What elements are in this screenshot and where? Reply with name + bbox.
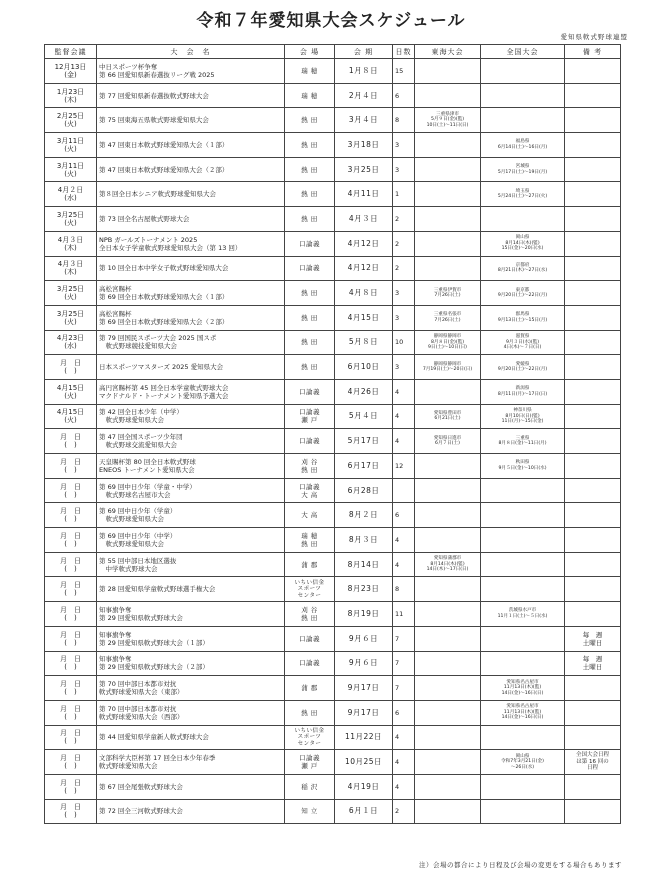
national-tournament-cell: 茨城県水戸市 11月１日(土)～５日(水) bbox=[481, 602, 565, 627]
remarks-cell bbox=[565, 330, 621, 355]
venue-cell: 口論義 bbox=[285, 429, 335, 454]
meeting-date-cell: 月 日 ( ) bbox=[45, 503, 97, 528]
table-row bbox=[45, 281, 621, 306]
period-cell: 6月１日 bbox=[335, 799, 393, 824]
remarks-cell: 毎 週 土曜日 bbox=[565, 626, 621, 651]
tokai-tournament-cell: 三重県名張市 7月26日(土) bbox=[415, 305, 481, 330]
days-cell: 4 bbox=[393, 379, 415, 404]
period-cell: 5月８日 bbox=[335, 330, 393, 355]
days-cell: 3 bbox=[393, 305, 415, 330]
tokai-tournament-cell: 三重県伊賀市 7月26日(土) bbox=[415, 281, 481, 306]
tokai-tournament-cell bbox=[415, 676, 481, 701]
remarks-cell bbox=[565, 256, 621, 281]
period-cell: 11月22日 bbox=[335, 725, 393, 750]
schedule-table bbox=[44, 44, 621, 824]
tournament-name-cell: 高円宮賜杯第 45 回全日本学童軟式野球大会 マクドナルド・トーナメント愛知県予選大会 bbox=[97, 379, 285, 404]
venue-cell: 瑞 穂 熱 田 bbox=[285, 528, 335, 553]
meeting-date-cell: 月 日 ( ) bbox=[45, 700, 97, 725]
meeting-date-cell: 月 日 ( ) bbox=[45, 429, 97, 454]
tournament-name-cell: 知事旗争奪 第 29 回愛知県軟式野球大会 bbox=[97, 602, 285, 627]
table-row bbox=[45, 577, 621, 602]
remarks-cell bbox=[565, 429, 621, 454]
remarks-cell bbox=[565, 83, 621, 108]
national-tournament-cell bbox=[481, 626, 565, 651]
period-cell: 8月３日 bbox=[335, 528, 393, 553]
tournament-name-cell: 第 77 回愛知県新春選抜軟式野球大会 bbox=[97, 83, 285, 108]
tokai-tournament-cell bbox=[415, 133, 481, 158]
days-cell: 3 bbox=[393, 133, 415, 158]
table-row bbox=[45, 59, 621, 84]
period-cell: 4月15日 bbox=[335, 305, 393, 330]
table-row bbox=[45, 552, 621, 577]
venue-cell: 稲 沢 bbox=[285, 774, 335, 799]
period-cell: 8月23日 bbox=[335, 577, 393, 602]
period-cell: 3月18日 bbox=[335, 133, 393, 158]
remarks-cell bbox=[565, 157, 621, 182]
remarks-cell bbox=[565, 478, 621, 503]
table-row bbox=[45, 626, 621, 651]
tokai-tournament-cell bbox=[415, 774, 481, 799]
tokai-tournament-cell: 愛知県蒲郡市 8月14日(木)(監) 14日(木)～17日(日) bbox=[415, 552, 481, 577]
venue-cell: 瑞 穂 bbox=[285, 83, 335, 108]
venue-cell: 熱 田 bbox=[285, 330, 335, 355]
national-tournament-cell bbox=[481, 503, 565, 528]
national-tournament-cell: 岡山県 8月14日(木)(監) 15日(金)～20日(水) bbox=[481, 231, 565, 256]
column-header: 会 場 bbox=[285, 45, 335, 59]
footnote: 注）会場の都合により日程及び会場の変更をする場合もあります bbox=[419, 861, 622, 869]
venue-cell: 刈 谷 熱 田 bbox=[285, 454, 335, 479]
remarks-cell bbox=[565, 577, 621, 602]
table-row bbox=[45, 429, 621, 454]
tournament-name-cell: 第 73 回全名古屋軟式野球大会 bbox=[97, 207, 285, 232]
national-tournament-cell: 福島県 6月14日(土)～16日(月) bbox=[481, 133, 565, 158]
tournament-name-cell: 第 42 回全日本少年（中学） 軟式野球愛知県大会 bbox=[97, 404, 285, 429]
venue-cell: 大 高 bbox=[285, 503, 335, 528]
remarks-cell bbox=[565, 676, 621, 701]
national-tournament-cell bbox=[481, 528, 565, 553]
tokai-tournament-cell bbox=[415, 528, 481, 553]
tournament-name-cell: 第 75 回東海五県軟式野球愛知県大会 bbox=[97, 108, 285, 133]
column-header: 備 考 bbox=[565, 45, 621, 59]
national-tournament-cell: 新潟県 8月11日(月)～17日(日) bbox=[481, 379, 565, 404]
venue-cell: 口論義 bbox=[285, 626, 335, 651]
venue-cell: 口論義 大 高 bbox=[285, 478, 335, 503]
meeting-date-cell: 月 日 ( ) bbox=[45, 577, 97, 602]
days-cell: 1 bbox=[393, 182, 415, 207]
venue-cell: 熱 田 bbox=[285, 281, 335, 306]
tokai-tournament-cell bbox=[415, 799, 481, 824]
venue-cell: いちい信金 スポーツ センター bbox=[285, 725, 335, 750]
period-cell: 10月25日 bbox=[335, 750, 393, 775]
period-cell: 5月17日 bbox=[335, 429, 393, 454]
tournament-name-cell: 第 67 回全尾張軟式野球大会 bbox=[97, 774, 285, 799]
national-tournament-cell: 神奈川県 8月10日(日)(監) 11日(月)～15日(金) bbox=[481, 404, 565, 429]
remarks-cell bbox=[565, 700, 621, 725]
column-header: 監督会議 bbox=[45, 45, 97, 59]
tokai-tournament-cell: 静岡県静岡市 8月８日(金)(監) 9日(土)～10日(日) bbox=[415, 330, 481, 355]
venue-cell: 熱 田 bbox=[285, 108, 335, 133]
national-tournament-cell: 愛知県名古屋市 11月13日(木)(監) 14日(金)～16日(日) bbox=[481, 676, 565, 701]
national-tournament-cell bbox=[481, 108, 565, 133]
table-row bbox=[45, 774, 621, 799]
venue-cell: 蒲 郡 bbox=[285, 552, 335, 577]
table-row bbox=[45, 231, 621, 256]
tokai-tournament-cell bbox=[415, 503, 481, 528]
table-row bbox=[45, 725, 621, 750]
remarks-cell bbox=[565, 182, 621, 207]
tournament-name-cell: 日本スポーツマスターズ 2025 愛知県大会 bbox=[97, 355, 285, 380]
tokai-tournament-cell bbox=[415, 379, 481, 404]
table-row bbox=[45, 256, 621, 281]
meeting-date-cell: 3月25日 (火) bbox=[45, 207, 97, 232]
period-cell: 3月25日 bbox=[335, 157, 393, 182]
venue-cell: 熱 田 bbox=[285, 355, 335, 380]
remarks-cell bbox=[565, 404, 621, 429]
tournament-name-cell: 第 47 回東日本軟式野球愛知県大会（１部） bbox=[97, 133, 285, 158]
days-cell: 11 bbox=[393, 602, 415, 627]
days-cell: 15 bbox=[393, 59, 415, 84]
tokai-tournament-cell bbox=[415, 478, 481, 503]
days-cell: 4 bbox=[393, 429, 415, 454]
days-cell: 7 bbox=[393, 626, 415, 651]
national-tournament-cell bbox=[481, 577, 565, 602]
venue-cell: 口論義 bbox=[285, 379, 335, 404]
meeting-date-cell: 12月13日 (金) bbox=[45, 59, 97, 84]
days-cell bbox=[393, 478, 415, 503]
venue-cell: 熱 田 bbox=[285, 157, 335, 182]
national-tournament-cell: 東京都 9月20日(土)～22日(月) bbox=[481, 281, 565, 306]
meeting-date-cell: 3月25日 (火) bbox=[45, 305, 97, 330]
tokai-tournament-cell bbox=[415, 231, 481, 256]
table-row bbox=[45, 478, 621, 503]
days-cell: 6 bbox=[393, 503, 415, 528]
meeting-date-cell: 月 日 ( ) bbox=[45, 626, 97, 651]
remarks-cell bbox=[565, 305, 621, 330]
period-cell: 4月12日 bbox=[335, 231, 393, 256]
meeting-date-cell: 2月25日 (火) bbox=[45, 108, 97, 133]
period-cell: 1月８日 bbox=[335, 59, 393, 84]
period-cell: 8月19日 bbox=[335, 602, 393, 627]
meeting-date-cell: 月 日 ( ) bbox=[45, 552, 97, 577]
meeting-date-cell: 4月３日 (木) bbox=[45, 256, 97, 281]
meeting-date-cell: 3月11日 (火) bbox=[45, 133, 97, 158]
table-row bbox=[45, 207, 621, 232]
period-cell: 6月28日 bbox=[335, 478, 393, 503]
tokai-tournament-cell bbox=[415, 256, 481, 281]
period-cell: 2月４日 bbox=[335, 83, 393, 108]
meeting-date-cell: 月 日 ( ) bbox=[45, 750, 97, 775]
meeting-date-cell: 月 日 ( ) bbox=[45, 528, 97, 553]
period-cell: 4月11日 bbox=[335, 182, 393, 207]
column-header: 東海大会 bbox=[415, 45, 481, 59]
tokai-tournament-cell: 愛知県日進市 6月７日(土) bbox=[415, 429, 481, 454]
table-row bbox=[45, 799, 621, 824]
tournament-name-cell: 第 70 回中部日本都市対抗 軟式野球愛知県大会（西部） bbox=[97, 700, 285, 725]
venue-cell: いちい信金 スポーツ センター bbox=[285, 577, 335, 602]
period-cell: 4月３日 bbox=[335, 207, 393, 232]
national-tournament-cell: 群馬県 9月13日(土)～15日(月) bbox=[481, 305, 565, 330]
tournament-name-cell: 高松宮賜杯 第 69 回全日本軟式野球愛知県大会（１部） bbox=[97, 281, 285, 306]
tokai-tournament-cell bbox=[415, 59, 481, 84]
national-tournament-cell bbox=[481, 552, 565, 577]
period-cell: 8月２日 bbox=[335, 503, 393, 528]
meeting-date-cell: 4月２日 (水) bbox=[45, 182, 97, 207]
days-cell: 4 bbox=[393, 774, 415, 799]
table-row bbox=[45, 454, 621, 479]
table-row bbox=[45, 503, 621, 528]
remarks-cell bbox=[565, 207, 621, 232]
column-header: 全国大会 bbox=[481, 45, 565, 59]
tournament-name-cell: 天皇賜杯第 80 回全日本軟式野球 ENEOS トーナメント愛知県大会 bbox=[97, 454, 285, 479]
meeting-date-cell: 月 日 ( ) bbox=[45, 799, 97, 824]
table-row bbox=[45, 133, 621, 158]
days-cell: 2 bbox=[393, 256, 415, 281]
tournament-name-cell: 第 10 回全日本中学女子軟式野球愛知県大会 bbox=[97, 256, 285, 281]
period-cell: 4月８日 bbox=[335, 281, 393, 306]
venue-cell: 口論義 瀬 戸 bbox=[285, 404, 335, 429]
period-cell: 9月６日 bbox=[335, 626, 393, 651]
table-row bbox=[45, 404, 621, 429]
tournament-name-cell: 第 69 回中日少年（学童・中学） 軟式野球名古屋市大会 bbox=[97, 478, 285, 503]
tournament-name-cell: 知事旗争奪 第 29 回愛知県軟式野球大会（２部） bbox=[97, 651, 285, 676]
table-row bbox=[45, 182, 621, 207]
period-cell: 9月17日 bbox=[335, 676, 393, 701]
remarks-cell bbox=[565, 355, 621, 380]
meeting-date-cell: 3月11日 (火) bbox=[45, 157, 97, 182]
period-cell: 8月14日 bbox=[335, 552, 393, 577]
tournament-name-cell: 第 28 回愛知県学童軟式野球選手権大会 bbox=[97, 577, 285, 602]
days-cell: 4 bbox=[393, 528, 415, 553]
days-cell: 2 bbox=[393, 207, 415, 232]
national-tournament-cell bbox=[481, 651, 565, 676]
remarks-cell bbox=[565, 133, 621, 158]
tournament-name-cell: NPB ガールズトーナメント 2025 全日本女子学童軟式野球愛知県大会（第 13 回） bbox=[97, 231, 285, 256]
days-cell: 10 bbox=[393, 330, 415, 355]
tournament-name-cell: 第 44 回愛知県学童新人軟式野球大会 bbox=[97, 725, 285, 750]
remarks-cell bbox=[565, 454, 621, 479]
period-cell: 4月12日 bbox=[335, 256, 393, 281]
remarks-cell bbox=[565, 379, 621, 404]
remarks-cell bbox=[565, 108, 621, 133]
days-cell: 4 bbox=[393, 750, 415, 775]
venue-cell: 熱 田 bbox=[285, 700, 335, 725]
table-row bbox=[45, 108, 621, 133]
remarks-cell bbox=[565, 602, 621, 627]
days-cell: 6 bbox=[393, 700, 415, 725]
meeting-date-cell: 月 日 ( ) bbox=[45, 774, 97, 799]
tokai-tournament-cell bbox=[415, 182, 481, 207]
period-cell: 5月４日 bbox=[335, 404, 393, 429]
national-tournament-cell bbox=[481, 83, 565, 108]
meeting-date-cell: 4月15日 (火) bbox=[45, 379, 97, 404]
table-row bbox=[45, 83, 621, 108]
national-tournament-cell: 秋田県 9月５日(金)～10日(水) bbox=[481, 454, 565, 479]
venue-cell: 知 立 bbox=[285, 799, 335, 824]
national-tournament-cell: 三重県 8月８日(金)～11日(月) bbox=[481, 429, 565, 454]
page-title: 令和７年愛知県大会スケジュール bbox=[196, 11, 466, 31]
tournament-name-cell: 文部科学大臣杯第 17 回全日本少年春季 軟式野球愛知県大会 bbox=[97, 750, 285, 775]
tokai-tournament-cell bbox=[415, 700, 481, 725]
period-cell: 3月４日 bbox=[335, 108, 393, 133]
days-cell: 2 bbox=[393, 231, 415, 256]
meeting-date-cell: 4月23日 (水) bbox=[45, 330, 97, 355]
tokai-tournament-cell bbox=[415, 602, 481, 627]
period-cell: 4月26日 bbox=[335, 379, 393, 404]
national-tournament-cell bbox=[481, 774, 565, 799]
national-tournament-cell bbox=[481, 59, 565, 84]
table-row bbox=[45, 157, 621, 182]
tournament-name-cell: 第 47 回東日本軟式野球愛知県大会（２部） bbox=[97, 157, 285, 182]
tokai-tournament-cell bbox=[415, 454, 481, 479]
meeting-date-cell: 月 日 ( ) bbox=[45, 355, 97, 380]
days-cell: 4 bbox=[393, 552, 415, 577]
column-header: 大 会 名 bbox=[97, 45, 285, 59]
days-cell: 3 bbox=[393, 281, 415, 306]
national-tournament-cell bbox=[481, 478, 565, 503]
venue-cell: 口論義 bbox=[285, 256, 335, 281]
days-cell: 7 bbox=[393, 676, 415, 701]
venue-cell: 熱 田 bbox=[285, 133, 335, 158]
venue-cell: 刈 谷 熱 田 bbox=[285, 602, 335, 627]
venue-cell: 口論義 瀬 戸 bbox=[285, 750, 335, 775]
venue-cell: 口論義 bbox=[285, 651, 335, 676]
remarks-cell bbox=[565, 725, 621, 750]
tournament-name-cell: 第８回全日本シニア軟式野球愛知県大会 bbox=[97, 182, 285, 207]
days-cell: 4 bbox=[393, 725, 415, 750]
table-row bbox=[45, 355, 621, 380]
venue-cell: 熱 田 bbox=[285, 305, 335, 330]
national-tournament-cell: 愛知県名古屋市 11月13日(木)(監) 14日(金)～16日(日) bbox=[481, 700, 565, 725]
organization-name: 愛知県軟式野球連盟 bbox=[560, 33, 628, 41]
period-cell: 4月19日 bbox=[335, 774, 393, 799]
national-tournament-cell: 岡山県 令和7年3月21日(金) ～26日(水) bbox=[481, 750, 565, 775]
header-row bbox=[45, 45, 621, 59]
meeting-date-cell: 月 日 ( ) bbox=[45, 725, 97, 750]
meeting-date-cell: 4月15日 (火) bbox=[45, 404, 97, 429]
venue-cell: 口論義 bbox=[285, 231, 335, 256]
days-cell: 6 bbox=[393, 83, 415, 108]
table-row bbox=[45, 379, 621, 404]
national-tournament-cell: 京都府 8月21日(木)～27日(水) bbox=[481, 256, 565, 281]
column-header: 日数 bbox=[393, 45, 415, 59]
meeting-date-cell: 3月25日 (火) bbox=[45, 281, 97, 306]
meeting-date-cell: 1月23日 (木) bbox=[45, 83, 97, 108]
tournament-name-cell: 高松宮賜杯 第 69 回全日本軟式野球愛知県大会（２部） bbox=[97, 305, 285, 330]
remarks-cell bbox=[565, 281, 621, 306]
venue-cell: 瑞 穂 bbox=[285, 59, 335, 84]
tournament-name-cell: 第 79 回国民スポーツ大会 2025 国スポ 軟式野球競技愛知県大会 bbox=[97, 330, 285, 355]
meeting-date-cell: 月 日 ( ) bbox=[45, 651, 97, 676]
table-row bbox=[45, 305, 621, 330]
national-tournament-cell bbox=[481, 725, 565, 750]
period-cell: 9月６日 bbox=[335, 651, 393, 676]
tournament-name-cell: 知事旗争奪 第 29 回愛知県軟式野球大会（１部） bbox=[97, 626, 285, 651]
meeting-date-cell: 4月３日 (木) bbox=[45, 231, 97, 256]
days-cell: 8 bbox=[393, 108, 415, 133]
days-cell: 4 bbox=[393, 404, 415, 429]
venue-cell: 蒲 郡 bbox=[285, 676, 335, 701]
meeting-date-cell: 月 日 ( ) bbox=[45, 602, 97, 627]
tournament-name-cell: 第 69 回中日少年（中学） 軟式野球愛知県大会 bbox=[97, 528, 285, 553]
schedule-body bbox=[45, 59, 621, 824]
days-cell: 3 bbox=[393, 157, 415, 182]
tokai-tournament-cell bbox=[415, 83, 481, 108]
meeting-date-cell: 月 日 ( ) bbox=[45, 454, 97, 479]
remarks-cell bbox=[565, 799, 621, 824]
remarks-cell: 毎 週 土曜日 bbox=[565, 651, 621, 676]
tokai-tournament-cell: 愛知県豊田市 6月21日(土) bbox=[415, 404, 481, 429]
remarks-cell bbox=[565, 59, 621, 84]
tournament-name-cell: 中日スポーツ杯争奪 第 66 回愛知県新春選抜リーグ戦 2025 bbox=[97, 59, 285, 84]
table-row bbox=[45, 651, 621, 676]
table-row bbox=[45, 750, 621, 775]
tokai-tournament-cell: 三重県津市 5月９日(金)(監) 10日(土)～11日(日) bbox=[415, 108, 481, 133]
table-row bbox=[45, 602, 621, 627]
national-tournament-cell: 愛媛県 9月20日(土)～22日(月) bbox=[481, 355, 565, 380]
remarks-cell: 全国大会日程 は第 16 回の 日程 bbox=[565, 750, 621, 775]
national-tournament-cell: 埼玉県 5月24日(土)～27日(火) bbox=[481, 182, 565, 207]
venue-cell: 熱 田 bbox=[285, 182, 335, 207]
table-row bbox=[45, 330, 621, 355]
period-cell: 9月17日 bbox=[335, 700, 393, 725]
tokai-tournament-cell: 静岡県静岡市 7月19日(土)～20日(日) bbox=[415, 355, 481, 380]
table-row bbox=[45, 528, 621, 553]
tournament-name-cell: 第 55 回中部日本地区選抜 中学軟式野球大会 bbox=[97, 552, 285, 577]
days-cell: 7 bbox=[393, 651, 415, 676]
days-cell: 12 bbox=[393, 454, 415, 479]
tournament-name-cell: 第 69 回中日少年（学童） 軟式野球愛知県大会 bbox=[97, 503, 285, 528]
tokai-tournament-cell bbox=[415, 750, 481, 775]
remarks-cell bbox=[565, 528, 621, 553]
days-cell: 3 bbox=[393, 355, 415, 380]
tournament-name-cell: 第 47 回全国スポーツ少年団 軟式野球交流愛知県大会 bbox=[97, 429, 285, 454]
meeting-date-cell: 月 日 ( ) bbox=[45, 478, 97, 503]
remarks-cell bbox=[565, 503, 621, 528]
tokai-tournament-cell bbox=[415, 725, 481, 750]
meeting-date-cell: 月 日 ( ) bbox=[45, 676, 97, 701]
remarks-cell bbox=[565, 774, 621, 799]
days-cell: 8 bbox=[393, 577, 415, 602]
venue-cell: 熱 田 bbox=[285, 207, 335, 232]
national-tournament-cell: 滋賀県 9月３日(水)(監) 4日(木)～７日(日) bbox=[481, 330, 565, 355]
period-cell: 6月17日 bbox=[335, 454, 393, 479]
table-row bbox=[45, 700, 621, 725]
remarks-cell bbox=[565, 231, 621, 256]
tournament-name-cell: 第 72 回全三河軟式野球大会 bbox=[97, 799, 285, 824]
tokai-tournament-cell bbox=[415, 577, 481, 602]
tokai-tournament-cell bbox=[415, 157, 481, 182]
national-tournament-cell bbox=[481, 799, 565, 824]
tokai-tournament-cell bbox=[415, 626, 481, 651]
table-row bbox=[45, 676, 621, 701]
tokai-tournament-cell bbox=[415, 651, 481, 676]
national-tournament-cell: 宮城県 5月17日(土)～19日(月) bbox=[481, 157, 565, 182]
tokai-tournament-cell bbox=[415, 207, 481, 232]
tournament-name-cell: 第 70 回中部日本都市対抗 軟式野球愛知県大会（東部） bbox=[97, 676, 285, 701]
period-cell: 6月10日 bbox=[335, 355, 393, 380]
days-cell: 2 bbox=[393, 799, 415, 824]
national-tournament-cell bbox=[481, 207, 565, 232]
column-header: 会 期 bbox=[335, 45, 393, 59]
remarks-cell bbox=[565, 552, 621, 577]
